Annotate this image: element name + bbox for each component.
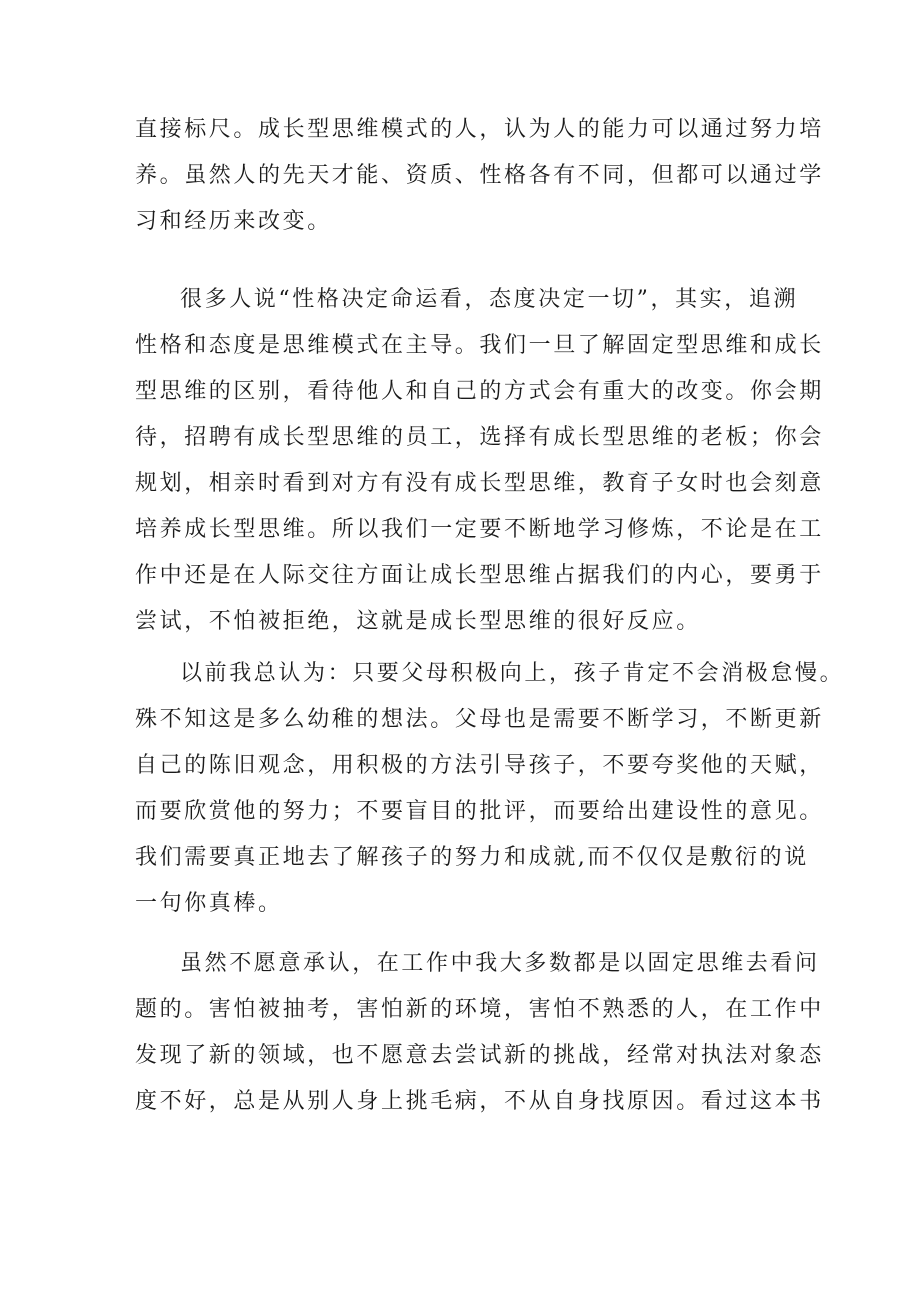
paragraph-first-line: 以前我总认为：只要父母积极向上，孩子肯定不会消极怠慢。: [180, 661, 845, 686]
text-line: 直接标尺。成长型思维模式的人，认为人的能力可以通过努力培: [135, 117, 824, 142]
text-line: 作中还是在人际交往方面让成长型思维占据我们的内心，要勇于: [135, 563, 824, 588]
text-line: 殊不知这是多么幼稚的想法。父母也是需要不断学习，不断更新: [135, 707, 824, 732]
text-line: 自己的陈旧观念，用积极的方法引导孩子，不要夸奖他的天赋，: [135, 753, 824, 778]
text-line: 而要欣赏他的努力；不要盲目的批评，而要给出建设性的意见。: [135, 799, 824, 824]
paragraph-first-line: 很多人说“性格决定命运看，态度决定一切”，其实，追溯: [180, 287, 799, 312]
text-line: 度不好，总是从别人身上挑毛病，不从自身找原因。看过这本书: [135, 1089, 824, 1114]
text-line: 待，招聘有成长型思维的员工，选择有成长型思维的老板；你会: [135, 425, 824, 450]
text-line: 性格和态度是思维模式在主导。我们一旦了解固定型思维和成长: [135, 333, 824, 358]
text-line: 尝试，不怕被拒绝，这就是成长型思维的很好反应。: [135, 609, 701, 634]
text-line: 型思维的区别，看待他人和自己的方式会有重大的改变。你会期: [135, 379, 824, 404]
text-line: 一句你真棒。: [135, 891, 283, 916]
text-line: 题的。害怕被抽考，害怕新的环境，害怕不熟悉的人，在工作中: [135, 997, 824, 1022]
text-line: 发现了新的领域，也不愿意去尝试新的挑战，经常对执法对象态: [135, 1043, 824, 1068]
text-line: 培养成长型思维。所以我们一定要不断地学习修炼，不论是在工: [135, 517, 824, 542]
text-line: 养。虽然人的先天才能、资质、性格各有不同，但都可以通过学: [135, 163, 824, 188]
text-line: 习和经历来改变。: [135, 209, 332, 234]
paragraph-first-line: 虽然不愿意承认，在工作中我大多数都是以固定思维去看问: [180, 951, 820, 976]
text-line: 规划，相亲时看到对方有没有成长型思维，教育子女时也会刻意: [135, 471, 824, 496]
text-line: 我们需要真正地去了解孩子的努力和成就,而不仅仅是敷衍的说: [135, 845, 809, 870]
